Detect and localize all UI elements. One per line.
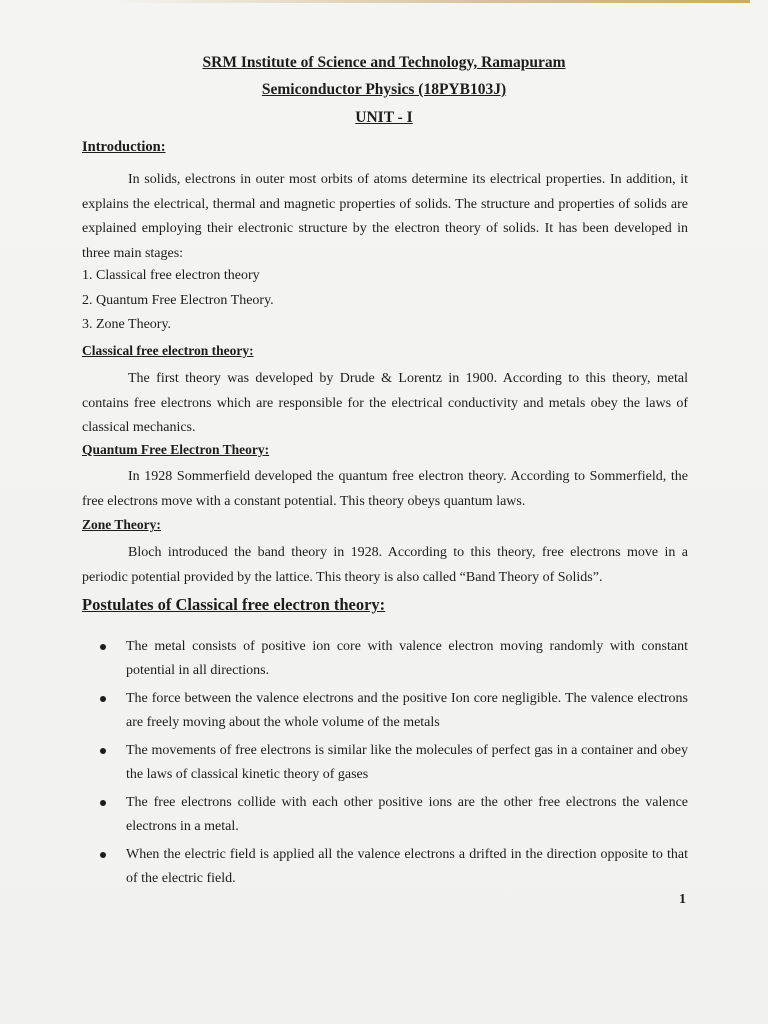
stage-item-1: 1. Classical free electron theory <box>82 268 260 283</box>
list-item: The movements of free electrons is similar like the molecules of perfect gas in a container and obey the laws of classical kinetic theory of gases <box>98 739 688 787</box>
list-item: The free electrons collide with each other positive ions are the other free electrons the valence electrons in a metal. <box>98 791 688 839</box>
classical-heading: Classical free electron theory: <box>82 343 254 358</box>
quantum-paragraph: In 1928 Sommerfield developed the quantum free electron theory. According to Sommerfield, the free electrons move with a constant potential. This theory obeys quantum laws. <box>82 469 688 509</box>
bullet-icon <box>100 852 106 858</box>
unit-title: UNIT - I <box>355 109 413 126</box>
zone-heading: Zone Theory: <box>82 517 161 532</box>
page-number: 1 <box>679 892 686 907</box>
bullet-icon <box>100 800 106 806</box>
list-item: The metal consists of positive ion core with valence electron moving randomly with constant potential in all directions. <box>98 635 688 683</box>
list-item: The force between the valence electrons and the positive Ion core negligible. The valence electrons are freely moving about the whole volume of the metals <box>98 687 688 735</box>
quantum-heading: Quantum Free Electron Theory: <box>82 442 270 457</box>
stage-item-3: 3. Zone Theory. <box>82 317 172 332</box>
postulates-heading: Postulates of Classical free electron theory: <box>82 595 386 614</box>
introduction-paragraph: In solids, electrons in outer most orbits of atoms determine its electrical properties. In addition, it explains the electrical, thermal and magnetic properties of solids. The structure and properties of solids are explained employing their electronic structure by the electron theory of solids. It has been developed in three main stages: <box>82 172 688 261</box>
postulates-list <box>98 635 688 895</box>
bullet-icon <box>100 748 106 754</box>
institute-title: SRM Institute of Science and Technology, Ramapuram <box>202 54 566 71</box>
bullet-icon <box>100 696 106 702</box>
list-item: When the electric field is applied all the valence electrons a drifted in the direction opposite to that of the electric field. <box>98 843 688 891</box>
stage-item-2: 2. Quantum Free Electron Theory. <box>82 293 274 308</box>
course-title: Semiconductor Physics (18PYB103J) <box>261 81 507 98</box>
page-top-edge <box>110 0 750 3</box>
bullet-icon <box>100 644 106 650</box>
classical-paragraph: The first theory was developed by Drude & Lorentz in 1900. According to this theory, metal contains free electrons which are responsible for the electrical conductivity and metals obey the laws of classical mechanics. <box>82 371 688 436</box>
introduction-heading: Introduction: <box>82 139 166 155</box>
zone-paragraph: Bloch introduced the band theory in 1928. According to this theory, free electrons move in a periodic potential provided by the lattice. This theory is also called “Band Theory of Solids”. <box>82 545 688 585</box>
